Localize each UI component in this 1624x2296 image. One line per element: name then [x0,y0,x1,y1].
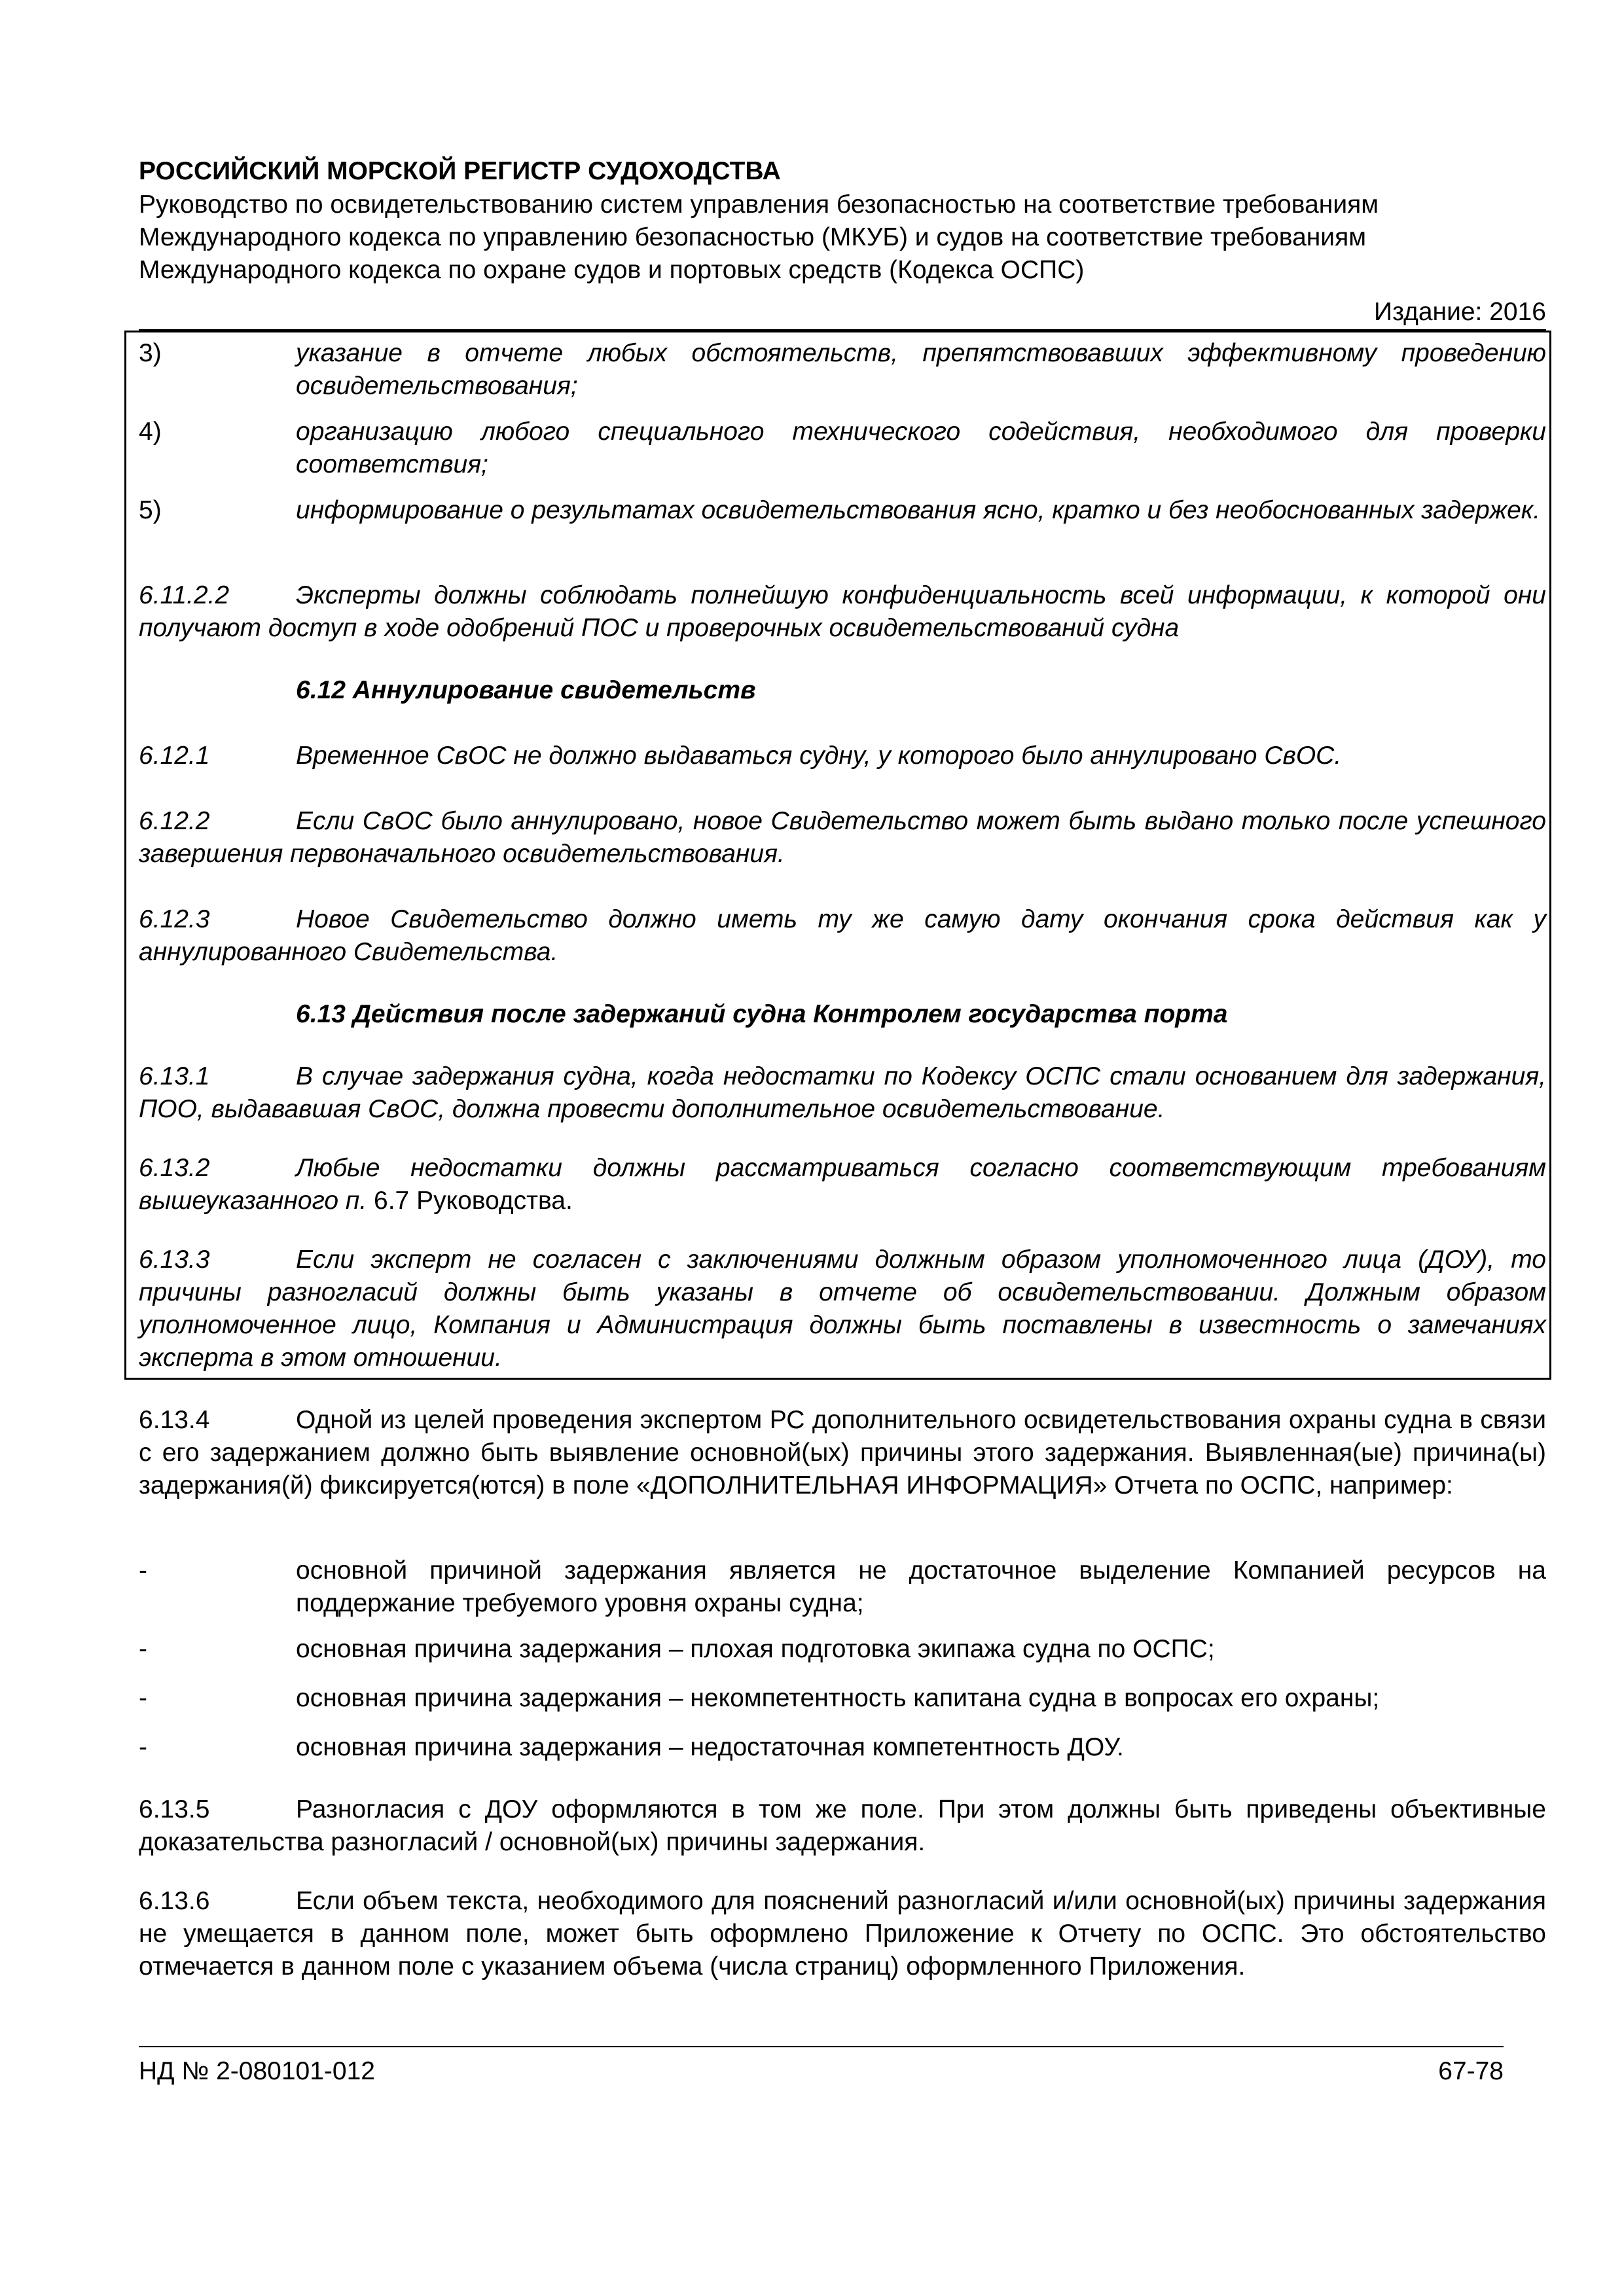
section-heading-6-13: 6.13 Действия после задержаний судна Контролем государства порта [296,1000,1228,1028]
paragraph-text: Если СвОС было аннулировано, новое Свидетельство может быть выдано только после успешного завершения первоначального освидетельствования. [139,807,1546,868]
list-item-number: 4) [139,418,162,446]
list-item-number: 5) [139,496,162,524]
paragraph-6-13-2 [139,1152,1546,1217]
bullet-dash: - [139,1635,147,1663]
list-item-text: основная причина задержания – некомпетентность капитана судна в вопросах его охраны; [296,1684,1380,1712]
paragraph-number: 6.13.1 [139,1062,210,1090]
list-item-text: указание в отчете любых обстоятельств, препятствовавших эффективному проведению освидетельствования; [296,339,1546,400]
list-item-text: основная причина задержания – недостаточная компетентность ДОУ. [296,1733,1124,1761]
list-item-text: организацию любого специального технического содействия, необходимого для проверки соответствия; [296,418,1546,478]
paragraph-number: 6.13.3 [139,1246,210,1274]
list-item [139,1633,1546,1666]
paragraph-text: Если эксперт не согласен с заключениями должным образом уполномоченного лица (ДОУ), то причины разногласий должны быть указаны в отчете об освидетельствовании. Должным образом уполномоченное лицо, Компания и Администрация должны быть поставлены в известность о замечаниях эксперта в этом отношении. [139,1246,1546,1372]
list-item [139,494,1546,527]
list-item-text: основной причиной задержания является не достаточное выделение Компанией ресурсов на поддержание требуемого уровня охраны судна; [296,1556,1546,1617]
footer-divider [139,2046,1504,2047]
paragraph-6-13-4 [139,1404,1546,1502]
bullet-dash: - [139,1733,147,1761]
paragraph-6-12-3 [139,903,1546,969]
paragraph-number: 6.13.6 [139,1887,210,1915]
bullet-dash: - [139,1556,147,1585]
document-title-line-3: Международного кодекса по охране судов и портовых средств (Кодекса ОСПС) [139,256,1085,284]
paragraph-reference: 6.7 Руководства. [374,1187,573,1215]
paragraph-number: 6.12.3 [139,905,210,933]
list-item [139,1554,1546,1620]
list-item-text: основная причина задержания – плохая подготовка экипажа судна по ОСПС; [296,1635,1215,1663]
list-item [139,1731,1546,1764]
paragraph-6-13-6 [139,1885,1546,1983]
document-title-line-1: Руководство по освидетельствованию систем управления безопасностью на соответствие требованиям [139,190,1379,219]
page-number: 67-78 [1438,2057,1504,2085]
paragraph-text: Любые недостатки должны рассматриваться согласно соответствующим требованиям вышеуказанного п. [139,1154,1546,1215]
list-item-number: 3) [139,339,162,367]
edition-label: Издание: 2016 [1374,298,1546,326]
paragraph-number: 6.11.2.2 [139,581,230,609]
document-header [139,154,1546,287]
paragraph-number: 6.13.4 [139,1406,210,1434]
paragraph-text: Одной из целей проведения экспертом РС дополнительного освидетельствования охраны судна в связи с его задержанием должно быть выявление основной(ых) причины этого задержания. Выявленная(ые) причина(ы) задержания(й) фиксируется(ются) в поле «ДОПОЛНИТЕЛЬНАЯ ИНФОРМАЦИЯ» Отчета по ОСПС, например: [139,1406,1546,1499]
list-item [139,337,1546,403]
paragraph-text: Разногласия с ДОУ оформляются в том же поле. При этом должны быть приведены объективные доказательства разногласий / основной(ых) причины задержания. [139,1795,1546,1856]
paragraph-6-12-2 [139,805,1546,870]
paragraph-6-13-5 [139,1793,1546,1859]
section-heading-6-12: 6.12 Аннулирование свидетельств [296,676,756,704]
paragraph-number: 6.12.2 [139,807,210,835]
paragraph-text: Временное СвОС не должно выдаваться судну, у которого было аннулировано СвОС. [296,742,1342,770]
paragraph-6-13-1 [139,1060,1546,1126]
paragraph-text: Новое Свидетельство должно иметь ту же самую дату окончания срока действия как у аннулированного Свидетельства. [139,905,1546,966]
paragraph-number: 6.13.2 [139,1154,210,1182]
list-item-text: информирование о результатах освидетельствования ясно, кратко и без необоснованных задержек. [296,496,1541,524]
list-item [139,416,1546,481]
paragraph-6-11-2-2 [139,579,1546,645]
paragraph-number: 6.12.1 [139,742,210,770]
document-title-line-2: Международного кодекса по управлению безопасностью (МКУБ) и судов на соответствие требованиям [139,223,1367,251]
paragraph-6-12-1 [139,740,1546,772]
paragraph-text: В случае задержания судна, когда недостатки по Кодексу ОСПС стали основанием для задержания, ПОО, выдававшая СвОС, должна провести дополнительное освидетельствование. [139,1062,1546,1123]
bullet-dash: - [139,1684,147,1712]
paragraph-text: Эксперты должны соблюдать полнейшую конфиденциальность всей информации, к которой они получают доступ в ходе одобрений ПОС и проверочных освидетельствований судна [139,581,1546,642]
list-item [139,1682,1546,1715]
document-number: НД № 2-080101-012 [139,2057,375,2085]
paragraph-6-13-3 [139,1244,1546,1374]
paragraph-text: Если объем текста, необходимого для пояснений разногласий и/или основной(ых) причины задержания не умещается в данном поле, может быть оформлено Приложение к Отчету по ОСПС. Это обстоятельство отмечается в данном поле с указанием объема (числа страниц) оформленного Приложения. [139,1887,1546,1981]
organization-name: РОССИЙСКИЙ МОРСКОЙ РЕГИСТР СУДОХОДСТВА [139,157,781,185]
paragraph-number: 6.13.5 [139,1795,210,1823]
